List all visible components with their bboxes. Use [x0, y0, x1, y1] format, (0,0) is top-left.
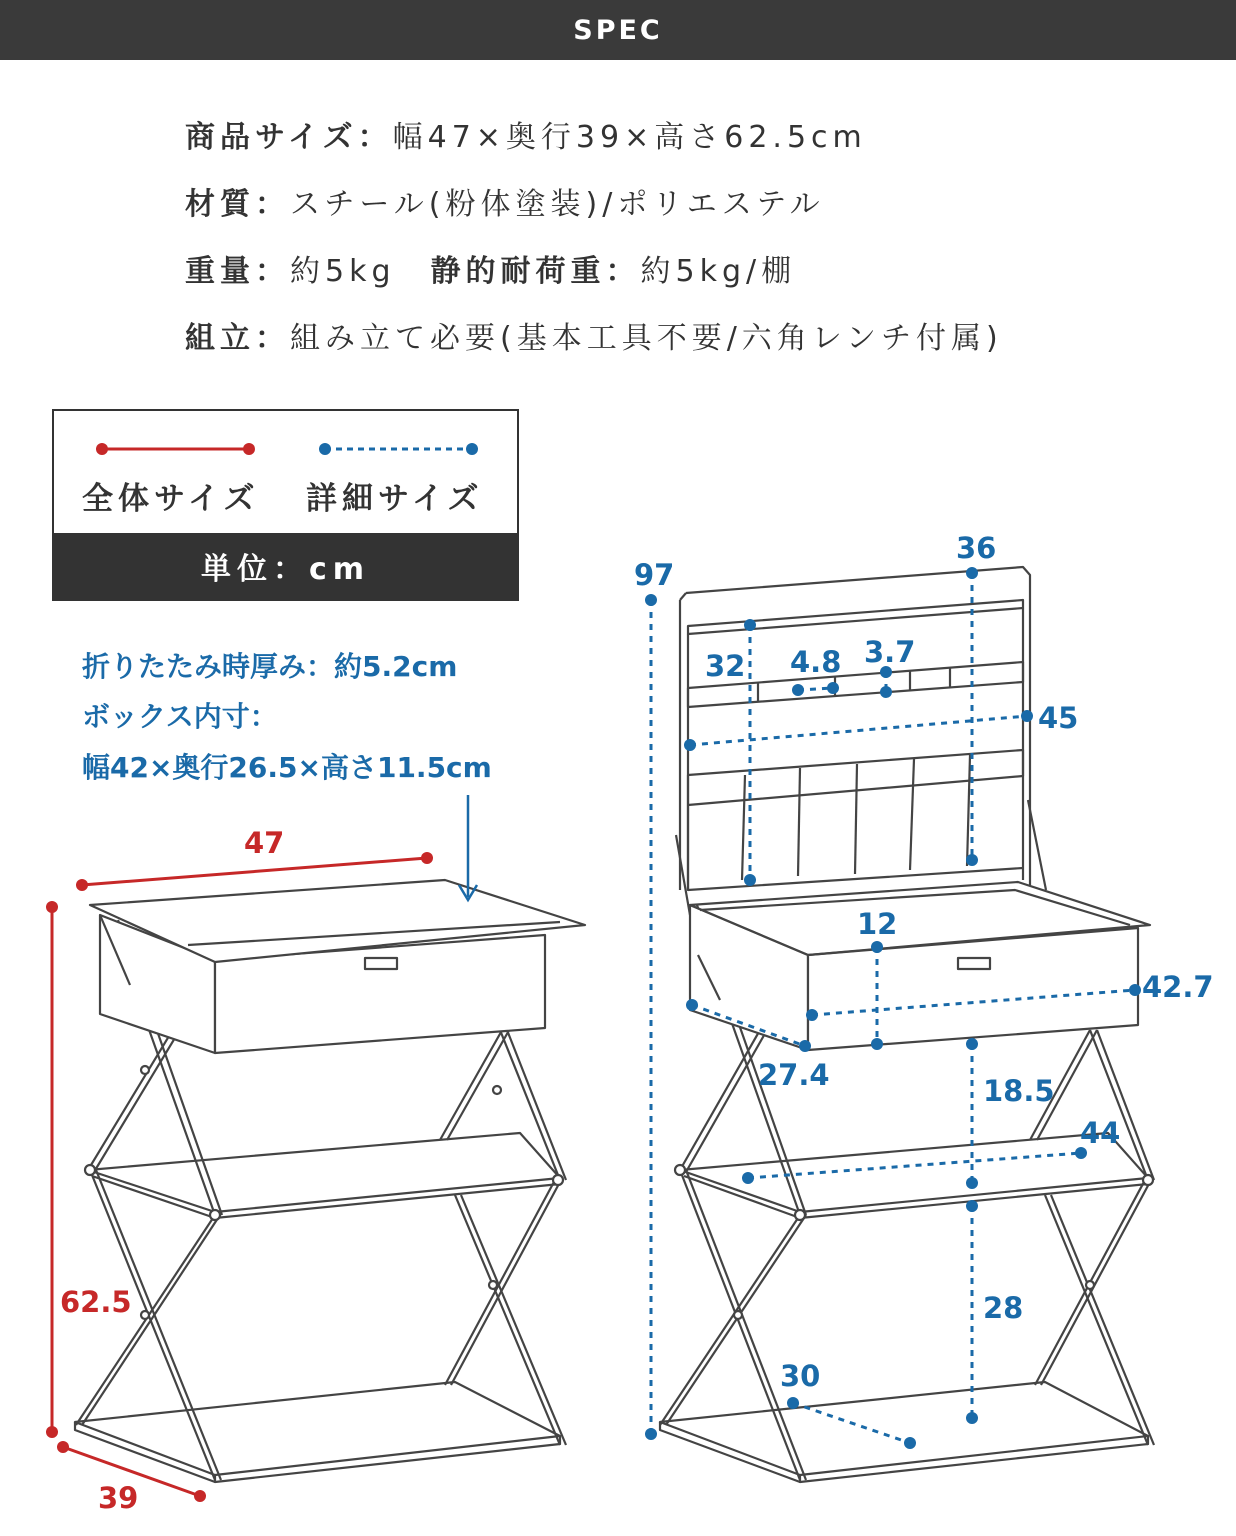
right-box	[690, 882, 1150, 1050]
width-dim-dot-end	[421, 852, 433, 864]
spec-load-value: 約5kg/棚	[640, 254, 797, 289]
note-folded-thickness: 折りたたみ時厚み：約5.2cm	[82, 650, 458, 683]
shelf-width-dim-line	[748, 1153, 1081, 1178]
spec-size-value: 幅47×奥行39×高さ62.5cm	[392, 120, 867, 155]
gap-upper-label: 18.5	[983, 1074, 1055, 1108]
spec-load-label: 静的耐荷重：	[430, 254, 641, 289]
depth-dim-dot-end	[194, 1490, 206, 1502]
panel-width-dim-line	[690, 716, 1027, 745]
height-dim-label: 62.5	[60, 1285, 132, 1319]
box-depth-label: 27.4	[758, 1058, 830, 1092]
width-dim-dot-start	[76, 879, 88, 891]
height-dim-dot-start	[46, 901, 58, 913]
depth-dim-dot-start	[57, 1441, 69, 1453]
note-box-size: 幅42×奥行26.5×高さ11.5cm	[82, 751, 492, 784]
width-dim-label: 47	[244, 826, 285, 860]
note-box-title: ボックス内寸：	[82, 700, 278, 733]
height-dim-dot-end	[46, 1426, 58, 1438]
depth-dim-label: 39	[98, 1481, 139, 1515]
left-product-drawing	[75, 880, 585, 1482]
right-product-drawing	[660, 567, 1154, 1482]
width-dim-line	[82, 858, 427, 885]
pocket-height-label: 32	[705, 649, 746, 683]
spec-material-value: スチール(粉体塗装)/ポリエステル	[290, 187, 825, 222]
pocket-width-label: 4.8	[790, 645, 842, 679]
slot-width-label: 3.7	[864, 635, 916, 669]
gap-lower-label: 28	[983, 1291, 1024, 1325]
legend-unit-label: 単位：cm	[54, 533, 517, 599]
spec-size-label: 商品サイズ：	[185, 120, 393, 155]
spec-material-label: 材質：	[185, 187, 290, 222]
shelf-width-label: 44	[1080, 1116, 1121, 1150]
spec-title: SPEC	[573, 14, 663, 46]
box-height-label: 12	[857, 907, 898, 941]
panel-width-label: 45	[1038, 701, 1079, 735]
box-width-label: 42.7	[1142, 970, 1214, 1004]
shelf-depth-dim-line	[793, 1403, 910, 1443]
left-box	[90, 880, 585, 1053]
board-width-label: 36	[956, 531, 997, 565]
spec-assembly-value: 組み立て必要(基本工具不要/六角レンチ付属)	[290, 321, 1003, 356]
legend-overall-label: 全体サイズ	[82, 481, 260, 517]
legend-detail-label: 詳細サイズ	[306, 481, 484, 517]
total-height-label: 97	[634, 558, 675, 592]
spec-weight-label: 重量：	[185, 254, 290, 289]
spec-assembly-label: 組立：	[185, 321, 290, 356]
shelf-depth-label: 30	[780, 1359, 821, 1393]
spec-weight-value: 約5kg	[290, 254, 431, 289]
